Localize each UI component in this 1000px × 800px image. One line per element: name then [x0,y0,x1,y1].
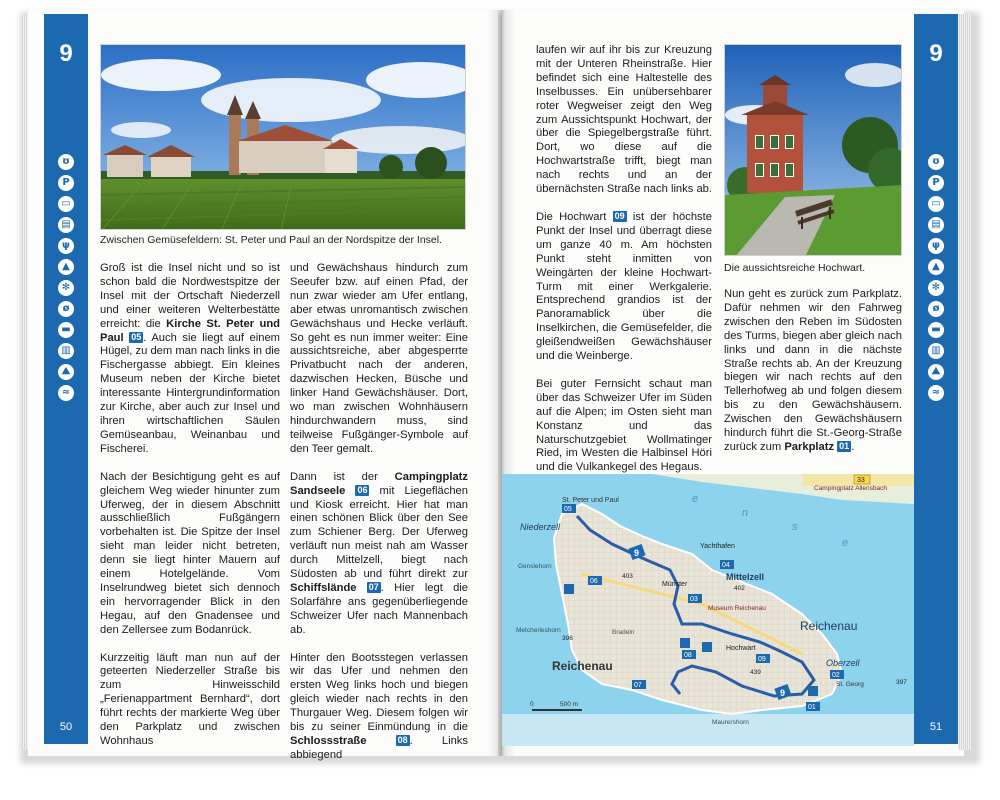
svg-text:01: 01 [808,704,816,711]
svg-text:05: 05 [564,506,572,513]
label-elev-396: 396 [562,635,573,642]
right-column-2 [724,288,902,455]
left-column-2 [290,262,468,763]
waypoint-07 [632,680,646,689]
bus-icon: ▭ [58,196,74,212]
label-lake-letter: n [742,507,749,519]
restaurant-icon: ψ [928,238,944,254]
parking-icon [808,686,818,696]
restaurant-icon: ψ [58,238,74,254]
label-st-peter: St. Peter und Paul [562,497,619,504]
train-icon: ▤ [58,217,74,233]
text-run: . [851,440,855,453]
label-road-33: 33 [857,477,865,484]
text-run: . Hier legt die Solarfähre ans gegenüberliegende Schweizer Ufer nach Mannenbach ab. [290,581,468,636]
bear-icon: ʊ [58,154,74,170]
paragraph [100,262,280,457]
bold-place-name: Campingplatz Sandseele [290,470,468,497]
label-elev-402: 402 [734,585,745,592]
svg-text:04: 04 [722,562,730,569]
text-run: . Links abbiegend [290,735,468,761]
page-number-right: 51 [929,721,943,733]
museum-icon: ▥ [58,343,74,359]
svg-text:09: 09 [758,656,766,663]
label-lake-letter: e [692,493,699,505]
parking-icon [702,642,712,652]
text-run: Die Hochwart [536,210,613,223]
south-shore [502,714,914,746]
paragraph: laufen wir auf ihr bis zur Kreuzung mit der Unteren Rheinstraße. Hier befindet sich eine Haltestelle des Inselbusses. Ein unübersehbarer roter Wegweiser zeigt den Weg zum Aussichtspunkt Hochwart, der über die Spiegelbergstraße führt. Dort, wo diese auf die Hochwartstraße trifft, biegt man nach rechts und an der übernächsten Straße nach links ab. [536,44,712,196]
tour-number-left: 9 [59,40,73,67]
right-column-1 [536,44,712,475]
waypoint-02 [830,670,844,679]
bear-icon: ʊ [928,154,944,170]
waypoint-badge: 01 [839,440,850,451]
church-photo [100,44,466,230]
mountain-icon: ⛰ [928,364,944,380]
waypoint-06 [588,576,602,585]
text-run: Groß ist die Insel nicht und so ist schon bald die Nordwestspitze der Insel mit der Ortschaft Niederzell und einer weiteren Welterbestätte erreicht: die [100,262,280,330]
paragraph: Bei guter Fernsicht schaut man über das Schweizer Ufer im Süden auf die Alpen; im Osten sieht man Konstanz und das Naturschutzgebiet Wollmatinger Ried, im Westen die Halbinsel Höri und die Vulkankegel des Hegaus. [536,377,712,474]
snowflake-icon: ✻ [928,280,944,296]
label-mittelzell: Mittelzell [726,572,765,582]
paragraph [724,288,902,455]
label-museum: Museum Reichenau [708,605,766,612]
activity-icons-right [914,154,958,401]
scale-zero: 0 [530,701,534,708]
waypoint-badge: 08 [397,735,408,745]
museum-icon: ▥ [928,343,944,359]
hochwart-photo-caption: Die aussichtsreiche Hochwart. [724,262,866,274]
label-lake-letter: s [792,521,798,533]
snowflake-icon: ✻ [58,280,74,296]
page-number-left: 50 [59,721,73,733]
bus-icon: ▭ [928,196,944,212]
swimming-icon: ≈ [928,385,944,401]
tour-number-right: 9 [929,40,943,67]
svg-text:02: 02 [832,672,840,679]
bold-place-name: Schlossstraße [290,735,367,747]
text-run: . Auch sie liegt auf einem Hügel, zu dem man nach links in die Fischergasse abbiegt. Ein kleines Museum neben der Kirche bietet interessante Hintergrundinformation zur Kirche, aber auch zur Insel und ihren wirtschaftlichen Säulen Gemüseanbau, Weinanbau und Fischerei. [100,331,280,455]
text-run: Dann ist der [290,470,395,483]
route-map-svg [502,474,914,746]
label-yachthafen: Yachthafen [700,543,735,550]
waypoint-01 [806,702,820,711]
label-elev-397: 397 [896,679,907,686]
svg-text:08: 08 [684,652,692,659]
parking-icon [564,584,574,594]
bicycle-icon: ø [928,301,944,317]
bold-place-name: Kirche St. Peter und Paul [100,317,280,344]
label-genslehorn: Genslehorn [518,563,552,570]
label-metcherleshorn: Metcherleshorn [516,627,561,634]
text-run: Nun geht es zurück zum Parkplatz. Dafür nehmen wir den Fahrweg zwischen den Reben im Südosten des Turms, biegen aber gleich nach links und dann in die nächste Straße rechts ab. An der Kreuzung biegen wir nach rechts auf den Tellerhofweg ab und folgen diesem bis zu den Gewächshäusern. Zwischen den Gewächshäusern hindurch führt die St.-Georg-Straße zurück zum [724,288,902,453]
waypoint-badge: 09 [614,210,625,221]
label-hochwart: Hochwart [726,645,756,652]
car-icon: ▬ [58,322,74,338]
route-map [502,474,914,746]
waypoint-08 [682,650,696,659]
paragraph: und Gewächshaus hindurch zum Seeufer bzw. auf einen Pfad, der nun zwar wieder am Ufer entlang, aber etwas unromantisch zwischen Gewächshaus und Hecke verläuft. So geht es nun immer weiter: Eine aussichtsreiche, aber abgesperrte Privatbucht nach der anderen, dazwischen Hecken, Büsche und linker Hand Gewächshäuser. Dort, wo man zwischen Wohnhäusern hindurchwandern muss, sind teilweise Fußgänger-Symbole auf den Teer gemalt. [290,262,468,455]
paragraph [290,652,468,763]
parking-icon: P [58,175,74,191]
train-icon: ▤ [928,217,944,233]
label-oberzell: Oberzell [826,658,860,668]
tent-icon: ▲ [58,259,74,275]
left-column-1 [100,262,280,749]
car-icon: ▬ [928,322,944,338]
label-camping: Campingplatz Allensbach [814,485,887,492]
waypoint-badge: 05 [131,331,142,342]
parking-icon: P [928,175,944,191]
svg-text:06: 06 [590,578,598,585]
church-photo-caption: Zwischen Gemüsefeldern: St. Peter und Paul an der Nordspitze der Insel. [100,234,443,246]
label-maurershorn: Maurershorn [712,719,749,726]
label-lake-letter: e [842,537,849,549]
parking-icon [680,638,690,648]
activity-icons-left [44,154,88,401]
mountain-icon: ⛰ [58,364,74,380]
left-tour-strip [44,14,88,744]
label-bradeln: Bradeln [612,629,635,636]
tent-icon: ▲ [928,259,944,275]
label-muenster: Münster [662,581,688,588]
label-elev-403: 403 [622,573,633,580]
text-run: ist der höchste Punkt der Insel und überragt diese um ganze 40 m. Am höchsten Punkt steht inmitten von Weingärten der kleine Hochwart-Turm mit einer Werkgalerie. Entsprechend grandios ist der Panoramablick über die Inselkirchen, die Gemüsefelder, die gleißendweißen Gewächshäuser und die Weinberge. [536,210,712,363]
waypoint-09 [756,654,770,663]
page-edges-right [958,14,972,750]
waypoint-04 [720,560,734,569]
svg-text:9: 9 [780,688,786,698]
label-st-georg: St. Georg [836,681,864,688]
paragraph: Nach der Besichtigung geht es auf gleichem Weg wieder hinunter zum Uferweg, der in diesem Abschnitt ausschließlich Fußgängern vorbehalten ist. Die Spitze der Insel sieht man leider nicht betreten, denn sie liegt hinter Mauern auf einem Hotelgelände. Vom Inselrundweg bietet sich dennoch ein hervorragender Blick in den Hegau, auf den Gnadensee und den Zellersee zum Bodanrück. [100,470,280,636]
label-reichenau-town: Reichenau [552,659,613,673]
scale-label: 500 m [560,701,579,708]
waypoint-badge: 07 [368,581,379,592]
hochwart-photo-image [725,45,902,256]
waypoint-badge: 06 [357,484,368,495]
swimming-icon: ≈ [58,385,74,401]
paragraph [536,211,712,364]
paragraph [290,471,468,638]
text-run: Hinter den Bootsstegen verlassen wir das Ufer und nehmen den ersten Weg links hoch und biegen gleich wieder nach rechts in den Thurgauer Weg. Diesem folgen wir bis zu seiner Einmündung in die [290,651,468,734]
svg-text:9: 9 [634,548,640,558]
label-niederzell: Niederzell [520,522,561,532]
bold-place-name: Schiffslände [290,581,357,594]
right-tour-strip [914,14,958,744]
label-reichenau-island: Reichenau [800,619,858,633]
hochwart-photo [724,44,902,256]
text-run: mit Liegeflächen und Kiosk erreicht. Hier hat man einen schönen Blick über den See zum Schiener Berg. Der Uferweg verläuft nun meist nah am Wasser durch Mittelzell, biegt nach Südosten ab und führt direkt zur [290,484,468,581]
svg-text:07: 07 [634,682,642,689]
svg-text:03: 03 [690,596,698,603]
waypoint-03 [688,594,702,603]
church-photo-image [101,45,466,230]
label-elev-439: 439 [750,669,761,676]
waypoint-05 [562,504,576,513]
bicycle-icon: ø [58,301,74,317]
bold-place-name: Parkplatz [784,440,835,453]
paragraph: Kurzzeitig läuft man nun auf der geteerten Niederzeller Straße bis zum Hinweisschild „Ferienappartment Bernhard“, dort führt rechts der markierte Weg über den Parkplatz und zwischen Wohnhaus [100,651,280,747]
